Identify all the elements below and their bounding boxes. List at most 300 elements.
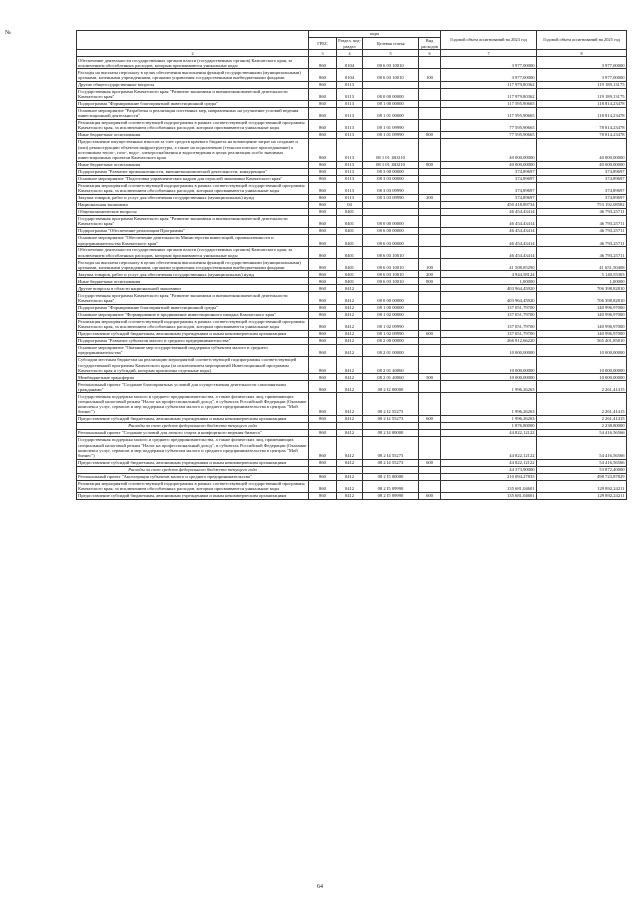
row-value-2025: 565 401,85810 xyxy=(537,337,627,344)
row-value-2023: 137 051,79700 xyxy=(441,330,537,337)
budget-table xyxy=(76,30,627,500)
row-value-2025: 78 814,23478 xyxy=(537,119,627,131)
row-section: 0113 xyxy=(337,88,363,100)
row-type xyxy=(419,119,441,131)
row-section: 0412 xyxy=(337,473,363,480)
row-grbs: 860 xyxy=(309,492,337,499)
row-type xyxy=(419,381,441,393)
index-cell: 4 xyxy=(337,50,363,57)
row-section: 0401 xyxy=(337,271,363,278)
row-value-2025: 5 140,55303 xyxy=(537,271,627,278)
row-name: Подпрограмма "Обеспечение реализации Программы" xyxy=(77,227,309,234)
header-2023: Годовой объем ассигнований на 2023 год xyxy=(441,31,537,50)
row-section: 0113 xyxy=(337,194,363,201)
row-value-2025: 119 189,13175 xyxy=(537,88,627,100)
row-name: Реализация мероприятий соответствующей подпрограммы в рамках соответствующей государственной программы Камчатского края, за исключением обособленных расходов, которым присваиваются уникальные коды xyxy=(77,119,309,131)
index-cell: 8 xyxy=(537,50,627,57)
row-name: Государственная программа Камчатского края "Развитие экономики и внешнеэкономической деятельности Камчатского края" xyxy=(77,292,309,304)
row-name: Государственная программа Камчатского края "Развитие экономики и внешнеэкономической деятельности Камчатского края" xyxy=(77,215,309,227)
row-article: 08 1 00 00000 xyxy=(363,100,419,107)
row-section: 0401 xyxy=(337,247,363,259)
row-type: 600 xyxy=(419,416,441,423)
table-row xyxy=(77,423,627,430)
row-grbs: 860 xyxy=(309,119,337,131)
table-row xyxy=(77,168,627,175)
row-value-2025: 118 814,23478 xyxy=(537,100,627,107)
row-grbs: 860 xyxy=(309,259,337,271)
row-article: 08 2 I2 55273 xyxy=(363,416,419,423)
table-row xyxy=(77,182,627,194)
row-article: 08 6 03 10010 xyxy=(363,259,419,271)
row-value-2023: 44 373,90000 xyxy=(441,466,537,473)
row-value-2025: 706 398,82810 xyxy=(537,292,627,304)
row-name: Расходы на выплаты персоналу в целях обеспечения выполнения функций государственными (муниципальными) органами, казенными учреждениями, органами управления государственными внебюджетными фондами xyxy=(77,259,309,271)
row-article: 08 2 01 40060 xyxy=(363,356,419,373)
row-value-2025: 3 977,00000 xyxy=(537,69,627,81)
table-row xyxy=(77,215,627,227)
row-value-2023: 77 595,90665 xyxy=(441,119,537,131)
row-type: 200 xyxy=(419,194,441,201)
row-value-2025: 46 793,25711 xyxy=(537,215,627,227)
row-section: 0113 xyxy=(337,100,363,107)
row-type xyxy=(419,208,441,215)
row-section: 0412 xyxy=(337,292,363,304)
row-name: Обеспечение деятельности государственных органов власти (государственных органов) Камчатского края, за исключением обособленных расходов, которым присваиваются уникальные коды xyxy=(77,247,309,259)
row-type: 100 xyxy=(419,69,441,81)
row-type: 800 xyxy=(419,278,441,285)
row-grbs: 860 xyxy=(309,374,337,381)
table-row xyxy=(77,201,627,208)
row-article: 08 1 01 09990 xyxy=(363,119,419,131)
row-value-2023: 1 996,26263 xyxy=(441,416,537,423)
row-value-2023: 374,89697 xyxy=(441,175,537,182)
row-article: 08 1 01 1Ю210 xyxy=(363,139,419,162)
row-value-2025: 140 996,97000 xyxy=(537,318,627,330)
row-grbs: 860 xyxy=(309,318,337,330)
table-row xyxy=(77,292,627,304)
budget-table-page xyxy=(76,30,626,500)
row-grbs: 860 xyxy=(309,416,337,423)
table-row xyxy=(77,100,627,107)
row-value-2025: 10 000,00000 xyxy=(537,344,627,356)
row-article: 08 0 00 00000 xyxy=(363,292,419,304)
row-value-2023: 374,89697 xyxy=(441,194,537,201)
row-section: 0104 xyxy=(337,69,363,81)
row-article: 08 1 02 09990 xyxy=(363,318,419,330)
row-value-2025: 140 996,97000 xyxy=(537,330,627,337)
table-row xyxy=(77,81,627,88)
row-grbs: 860 xyxy=(309,330,337,337)
row-value-2023: 10 000,00000 xyxy=(441,356,537,373)
row-type xyxy=(419,215,441,227)
row-article: 08 2 I5 09990 xyxy=(363,480,419,492)
row-value-2025: 40 000,00000 xyxy=(537,161,627,168)
table-row xyxy=(77,259,627,271)
row-name: Обеспечение деятельности государственных органов власти (государственных органов) Камчатского края, за исключением обособленных расходов, которым присваиваются уникальные коды xyxy=(77,57,309,69)
row-name: Реализация мероприятий соответствующей подпрограммы в рамках соответствующей государственной программы Камчатского края, за исключением обособленных расходов, которым присваиваются уникальные коды xyxy=(77,480,309,492)
row-article: 08 3 03 00000 xyxy=(363,175,419,182)
row-name: Предоставление субсидий бюджетным, автономным учреждениям и иным некоммерческим организациям xyxy=(77,492,309,499)
row-grbs: 860 xyxy=(309,57,337,69)
row-grbs: 860 xyxy=(309,215,337,227)
row-grbs: 860 xyxy=(309,292,337,304)
row-grbs xyxy=(309,466,337,473)
row-name: Закупка товаров, работ и услуг для обеспечения государственных (муниципальных) нужд xyxy=(77,271,309,278)
row-value-2023: 41 508,85290 xyxy=(441,259,537,271)
row-value-2023: 40 000,00000 xyxy=(441,139,537,162)
row-article xyxy=(363,81,419,88)
row-name: Региональный проект "Акселерация субъектов малого и среднего предпринимательства" xyxy=(77,473,309,480)
table-row xyxy=(77,227,627,234)
row-type xyxy=(419,100,441,107)
row-section: 0412 xyxy=(337,311,363,318)
row-name: Основное мероприятие "Формирование и продвижение инвестиционного имиджа Камчатского края" xyxy=(77,311,309,318)
index-cell: 7 xyxy=(441,50,537,57)
row-article: 08 6 03 10010 xyxy=(363,278,419,285)
row-article: 08 2 I4 55273 xyxy=(363,437,419,460)
table-row xyxy=(77,459,627,466)
row-grbs: 860 xyxy=(309,381,337,393)
row-section: 04 xyxy=(337,201,363,208)
row-section: 0113 xyxy=(337,81,363,88)
row-name: Подпрограмма "Формирование благоприятной инвестиционной среды" xyxy=(77,304,309,311)
row-article: 08 2 I4 55273 xyxy=(363,459,419,466)
row-section: 0113 xyxy=(337,139,363,162)
row-article: 08 6 03 10010 xyxy=(363,271,419,278)
table-row xyxy=(77,57,627,69)
row-section: 0412 xyxy=(337,492,363,499)
row-section: 0113 xyxy=(337,168,363,175)
row-value-2025: 54 416,56566 xyxy=(537,459,627,466)
table-row xyxy=(77,473,627,480)
row-value-2025: 119 189,13175 xyxy=(537,81,627,88)
table-row xyxy=(77,194,627,201)
page-number: 64 xyxy=(317,884,323,890)
row-value-2023: 403 964,45920 xyxy=(441,292,537,304)
row-type xyxy=(419,311,441,318)
row-section: 0104 xyxy=(337,57,363,69)
row-name: Подпрограмма "Развитие промышленности, внешнеэкономической деятельности, конкуренции" xyxy=(77,168,309,175)
row-article: 08 2 00 00000 xyxy=(363,337,419,344)
row-value-2025: 54 416,56566 xyxy=(537,430,627,437)
row-value-2023: 137 051,79700 xyxy=(441,311,537,318)
row-section: 0113 xyxy=(337,182,363,194)
row-value-2023: 137 051,79700 xyxy=(441,318,537,330)
row-grbs: 860 xyxy=(309,473,337,480)
row-type xyxy=(419,318,441,330)
row-type xyxy=(419,234,441,246)
row-value-2025: 41 651,50408 xyxy=(537,259,627,271)
row-type: 100 xyxy=(419,259,441,271)
row-value-2023: 10 000,00000 xyxy=(441,344,537,356)
row-value-2025: 140 996,97000 xyxy=(537,304,627,311)
table-row xyxy=(77,381,627,393)
row-section: 0412 xyxy=(337,330,363,337)
row-name: Субсидии местным бюджетам на реализацию мероприятий соответствующей подпрограммы соответствующей государственной программы Камчатского края (за исключением мероприятий Инвестиционной программы Камчатского края и субсидий, которым присвоены отдельные коды) xyxy=(77,356,309,373)
row-name: Государственная поддержка малого и среднего предпринимательства, а также физических лиц, применяющих специальный налоговый режим "Налог на профессиональный доход", в субъектах Российской Федерации (Оказание комплекса услуг, сервисов и мер поддержки субъектам малого и среднего предпринимательства в центрах "Мой бизнес") xyxy=(77,437,309,460)
row-article xyxy=(363,208,419,215)
row-grbs: 860 xyxy=(309,161,337,168)
row-value-2025: 374,89697 xyxy=(537,182,627,194)
row-section: 0401 xyxy=(337,234,363,246)
header-type: Вид расходов xyxy=(419,37,441,49)
table-row xyxy=(77,88,627,100)
row-section: 0412 xyxy=(337,337,363,344)
row-type xyxy=(419,304,441,311)
index-cell: 5 xyxy=(363,50,419,57)
row-grbs: 860 xyxy=(309,271,337,278)
table-row xyxy=(77,330,627,337)
row-section xyxy=(337,466,363,473)
row-grbs: 860 xyxy=(309,393,337,416)
row-type xyxy=(419,430,441,437)
row-grbs: 860 xyxy=(309,480,337,492)
table-row xyxy=(77,437,627,460)
row-type: 600 xyxy=(419,492,441,499)
row-value-2023: 1 876,80000 xyxy=(441,423,537,430)
row-article: 08 6 03 10010 xyxy=(363,57,419,69)
row-section: 0412 xyxy=(337,304,363,311)
table-row xyxy=(77,374,627,381)
row-name: Основное мероприятие "Подготовка управленческих кадров для отраслей экономики Камчатского края" xyxy=(77,175,309,182)
row-grbs: 860 xyxy=(309,234,337,246)
row-value-2023: 117 595,90665 xyxy=(441,100,537,107)
row-value-2025: 129 892,24211 xyxy=(537,480,627,492)
row-article: 08 3 03 09990 xyxy=(363,182,419,194)
row-value-2025: 46 793,25711 xyxy=(537,247,627,259)
row-value-2025: 53 872,40000 xyxy=(537,466,627,473)
row-article: 08 2 I2 55273 xyxy=(363,393,419,416)
row-value-2025: 54 416,56566 xyxy=(537,437,627,460)
table-row xyxy=(77,208,627,215)
row-section: 0412 xyxy=(337,480,363,492)
row-value-2023: 117 979,80362 xyxy=(441,81,537,88)
row-value-2023: 210 094,27835 xyxy=(441,473,537,480)
row-value-2023: 1,00000 xyxy=(441,278,537,285)
row-grbs: 860 xyxy=(309,139,337,162)
table-row xyxy=(77,119,627,131)
row-article: 08 2 I4 00000 xyxy=(363,430,419,437)
row-name: Национальная экономика xyxy=(77,201,309,208)
row-name: Расходы за счет средств федерального бюджета текущего года xyxy=(77,423,309,430)
row-name: Реализация мероприятий соответствующей подпрограммы в рамках соответствующей государственной программы Камчатского края, за исключением обособленных расходов, которым присваиваются уникальные коды xyxy=(77,318,309,330)
table-row xyxy=(77,234,627,246)
row-type xyxy=(419,423,441,430)
row-type xyxy=(419,437,441,460)
row-value-2023: 40 000,00000 xyxy=(441,161,537,168)
row-name: Закупка товаров, работ и услуг для обеспечения государственных (муниципальных) нужд xyxy=(77,194,309,201)
row-value-2025: 2 238,80000 xyxy=(537,423,627,430)
row-name: Предоставление субсидий бюджетным, автономным учреждениям и иным некоммерческим организациям xyxy=(77,416,309,423)
table-row xyxy=(77,132,627,139)
row-value-2023: 137 051,79700 xyxy=(441,304,537,311)
table-row xyxy=(77,337,627,344)
row-article xyxy=(363,285,419,292)
row-grbs: 860 xyxy=(309,107,337,119)
row-value-2025: 374,89697 xyxy=(537,175,627,182)
row-grbs: 860 xyxy=(309,304,337,311)
row-value-2025: 40 000,00000 xyxy=(537,139,627,162)
row-article: 08 2 I2 00000 xyxy=(363,381,419,393)
row-section: 0113 xyxy=(337,161,363,168)
row-type xyxy=(419,175,441,182)
row-article: 08 3 03 09990 xyxy=(363,194,419,201)
row-section: 0401 xyxy=(337,227,363,234)
row-value-2023: 135 681,04601 xyxy=(441,480,537,492)
table-row xyxy=(77,430,627,437)
row-section: 0113 xyxy=(337,175,363,182)
row-value-2023: 77 595,90665 xyxy=(441,132,537,139)
row-type xyxy=(419,88,441,100)
table-row xyxy=(77,247,627,259)
row-section: 0401 xyxy=(337,278,363,285)
table-row xyxy=(77,161,627,168)
row-type xyxy=(419,57,441,69)
row-name: Иные бюджетные ассигнования xyxy=(77,278,309,285)
row-article: 08 2 I5 09990 xyxy=(363,492,419,499)
row-article: 08 2 01 00000 xyxy=(363,344,419,356)
row-name: Государственная программа Камчатского края "Развитие экономики и внешнеэкономической деятельности Камчатского края" xyxy=(77,88,309,100)
row-name: Иные бюджетные ассигнования xyxy=(77,161,309,168)
row-type xyxy=(419,292,441,304)
row-type xyxy=(419,227,441,234)
row-section: 0113 xyxy=(337,107,363,119)
table-row xyxy=(77,393,627,416)
row-value-2023: 1 996,26263 xyxy=(441,393,537,416)
row-grbs: 860 xyxy=(309,311,337,318)
row-type: 600 xyxy=(419,330,441,337)
row-value-2025: 374,89697 xyxy=(537,194,627,201)
row-value-2025: 46 793,25711 xyxy=(537,227,627,234)
row-section: 0412 xyxy=(337,393,363,416)
row-value-2023: 450 418,89734 xyxy=(441,201,537,208)
row-grbs: 860 xyxy=(309,201,337,208)
row-article xyxy=(363,423,419,430)
row-section: 0412 xyxy=(337,437,363,460)
row-grbs: 860 xyxy=(309,337,337,344)
row-value-2023: 44 822,12122 xyxy=(441,459,537,466)
row-value-2025: 78 814,23478 xyxy=(537,132,627,139)
row-article: 08 2 I5 00000 xyxy=(363,473,419,480)
row-value-2025: 706 398,82810 xyxy=(537,285,627,292)
table-row xyxy=(77,416,627,423)
row-value-2025: 3 977,00000 xyxy=(537,57,627,69)
row-value-2023: 117 595,90665 xyxy=(441,107,537,119)
row-article: 08 1 02 00000 xyxy=(363,311,419,318)
row-name: Предоставление имущественных взносов за счет средств краевого бюджета на возмещение затрат на создание и (или) реконструкцию объектов инфраструктуры, а также на подключение (технологическое присоединение) к источникам тепло-, газо-, водо-, электроснабжения и водоотведения в целях реализации особо значимых инвестиционных проектов Камчатского края xyxy=(77,139,309,162)
row-name: Региональный проект "Создание благоприятных условий для осуществления деятельности самозанятыми гражданами" xyxy=(77,381,309,393)
row-type xyxy=(419,247,441,259)
row-value-2025: 118 814,23478 xyxy=(537,107,627,119)
row-grbs: 860 xyxy=(309,459,337,466)
row-type: 800 xyxy=(419,161,441,168)
row-name: Основное мероприятие "Разработка и реализация системных мер, направленных на улучшение условий ведения инвестиционной деятельности" xyxy=(77,107,309,119)
row-type: 500 xyxy=(419,374,441,381)
row-type: 800 xyxy=(419,132,441,139)
row-article: 08 6 00 00000 xyxy=(363,227,419,234)
row-article: 08 6 03 10010 xyxy=(363,69,419,81)
table-row xyxy=(77,344,627,356)
row-value-2023: 403 964,45920 xyxy=(441,285,537,292)
row-value-2023: 135 681,04601 xyxy=(441,492,537,499)
row-type xyxy=(419,139,441,162)
row-name: Подпрограмма "Формирование благоприятной инвестиционной среды" xyxy=(77,100,309,107)
row-grbs: 860 xyxy=(309,285,337,292)
row-name: Предоставление субсидий бюджетным, автономным учреждениям и иным некоммерческим организациям xyxy=(77,459,309,466)
row-grbs: 860 xyxy=(309,132,337,139)
header-num: № xyxy=(5,30,11,36)
table-row xyxy=(77,271,627,278)
row-grbs: 860 xyxy=(309,100,337,107)
row-value-2023: 374,89697 xyxy=(441,182,537,194)
row-name: Другие общегосударственные вопросы xyxy=(77,81,309,88)
table-row xyxy=(77,285,627,292)
row-value-2025: 2 261,41415 xyxy=(537,393,627,416)
row-article xyxy=(363,466,419,473)
row-value-2025: 46 793,25711 xyxy=(537,234,627,246)
row-grbs: 860 xyxy=(309,88,337,100)
row-name: Предоставление субсидий бюджетным, автономным учреждениям и иным некоммерческим организациям xyxy=(77,330,309,337)
row-section xyxy=(337,423,363,430)
row-name: Иные бюджетные ассигнования xyxy=(77,132,309,139)
row-section: 0412 xyxy=(337,374,363,381)
row-article: 08 0 00 00000 xyxy=(363,215,419,227)
row-value-2023: 46 454,43414 xyxy=(441,215,537,227)
row-value-2025: 2 261,41415 xyxy=(537,381,627,393)
row-type xyxy=(419,107,441,119)
table-row xyxy=(77,356,627,373)
row-value-2023: 266 912,66220 xyxy=(441,337,537,344)
table-row xyxy=(77,466,627,473)
row-value-2023: 117 979,80362 xyxy=(441,88,537,100)
row-article: 08 1 00 00000 xyxy=(363,304,419,311)
table-row xyxy=(77,278,627,285)
row-grbs: 860 xyxy=(309,182,337,194)
row-grbs: 860 xyxy=(309,437,337,460)
row-value-2023: 46 454,43414 xyxy=(441,208,537,215)
table-row xyxy=(77,311,627,318)
row-value-2023: 1 996,26263 xyxy=(441,381,537,393)
header-section: Раздел, под-раздел xyxy=(338,38,361,49)
row-name: Государственная поддержка малого и среднего предпринимательства, а также физических лиц, применяющих специальный налоговый режим "Налог на профессиональный доход", в субъектах Российской Федерации (Оказание комплекса услуг, сервисов и мер поддержки субъектам малого и среднего предпринимательства в центрах "Мой бизнес") xyxy=(77,393,309,416)
row-type xyxy=(419,344,441,356)
number-column-header xyxy=(5,30,76,36)
row-type: 200 xyxy=(419,271,441,278)
header-index-row xyxy=(77,50,627,57)
row-value-2023: 44 822,12122 xyxy=(441,437,537,460)
row-grbs: 860 xyxy=(309,227,337,234)
row-name: Другие вопросы в области национальной экономики xyxy=(77,285,309,292)
row-value-2025: 753 192,08582 xyxy=(537,201,627,208)
row-grbs: 860 xyxy=(309,194,337,201)
header-2025: Годовой объем ассигнований на 2025 год xyxy=(537,31,627,50)
table-header xyxy=(77,31,627,57)
row-section: 0412 xyxy=(337,381,363,393)
row-section: 0113 xyxy=(337,119,363,131)
table-row xyxy=(77,175,627,182)
row-grbs: 860 xyxy=(309,69,337,81)
row-value-2023: 46 454,43414 xyxy=(441,247,537,259)
row-value-2025: 498 723,87829 xyxy=(537,473,627,480)
row-grbs xyxy=(309,423,337,430)
row-grbs: 860 xyxy=(309,247,337,259)
row-grbs: 860 xyxy=(309,168,337,175)
table-row xyxy=(77,69,627,81)
row-section: 0401 xyxy=(337,215,363,227)
row-grbs: 860 xyxy=(309,208,337,215)
table-row xyxy=(77,318,627,330)
row-section: 0113 xyxy=(337,132,363,139)
